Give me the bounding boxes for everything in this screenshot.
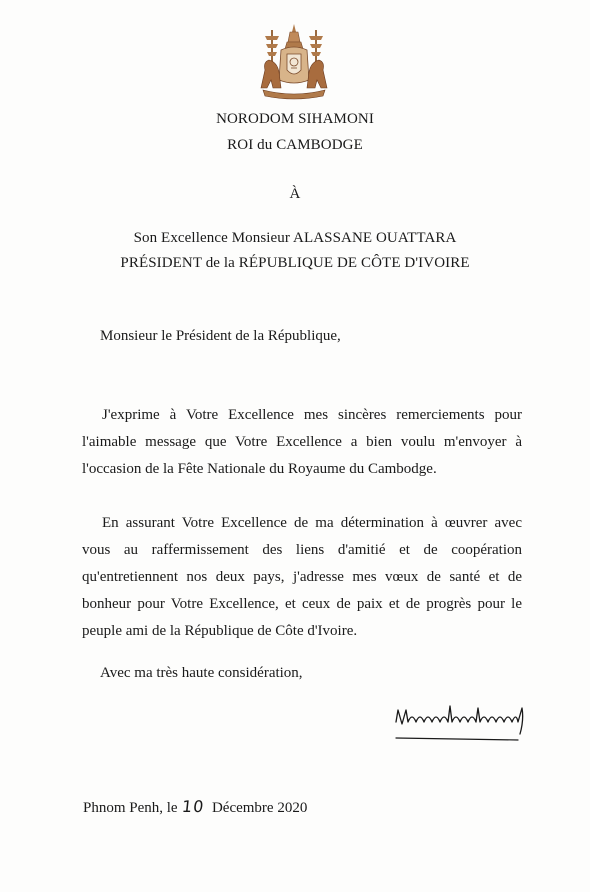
- sender-title: ROI du CAMBODGE: [227, 137, 363, 153]
- recipient-marker: À: [289, 186, 301, 202]
- royal-coat-of-arms-icon: [257, 22, 331, 102]
- sender-name: NORODOM SIHAMONI: [216, 111, 374, 127]
- closing-formula: Avec ma très haute considération,: [100, 665, 303, 681]
- date-day-handwritten: 10: [180, 797, 205, 816]
- body-paragraph-2: En assurant Votre Excellence de ma détermination à œuvrer avec vous au raffermissement des liens d'amitié et de coopération qu'entretiennent nos deux pays, j'adresse mes vœux de santé et de bonheur pour Votre Excellence, et ceux de paix et de progrès pour le peuple ami de la République de Côte d'Ivoire.: [82, 515, 522, 639]
- place-and-date: [83, 797, 307, 817]
- addressee-title: PRÉSIDENT de la RÉPUBLIQUE DE CÔTE D'IVOIRE: [120, 255, 470, 271]
- place-label: Phnom Penh, le: [83, 800, 178, 816]
- body-paragraph-1: J'exprime à Votre Excellence mes sincères remerciements pour l'aimable message que Votre Excellence a bien voulu m'envoyer à l'occasion de la Fête Nationale du Royaume du Cambodge.: [82, 407, 522, 477]
- addressee-name: Son Excellence Monsieur ALASSANE OUATTARA: [133, 230, 457, 246]
- salutation: Monsieur le Président de la République,: [100, 328, 341, 344]
- date-month-year: Décembre 2020: [211, 800, 308, 816]
- handwritten-signature: [392, 700, 532, 748]
